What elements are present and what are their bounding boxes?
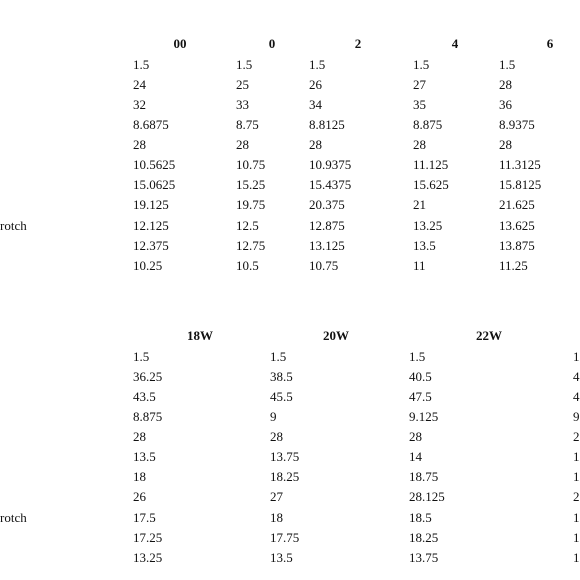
cell: 28 bbox=[413, 137, 426, 152]
cell: 15.625 bbox=[413, 177, 449, 192]
size-header-00: 00 bbox=[173, 36, 187, 51]
cell: 10.5625 bbox=[133, 157, 176, 172]
cell: 34 bbox=[309, 97, 322, 112]
cell: 10.75 bbox=[236, 157, 266, 172]
cell: 36.25 bbox=[133, 369, 163, 384]
cell: 18 bbox=[133, 469, 146, 484]
cell: 1.5 bbox=[499, 57, 516, 72]
cell: 11 bbox=[413, 258, 426, 273]
cell: 25 bbox=[236, 77, 249, 92]
cell: 8.875 bbox=[413, 117, 443, 132]
cell: 13.25 bbox=[133, 550, 163, 565]
cell: 17.75 bbox=[270, 530, 300, 545]
cell: 18.5 bbox=[409, 510, 432, 525]
cell: 18 bbox=[270, 510, 283, 525]
cell: 28 bbox=[133, 137, 146, 152]
cell: 9.125 bbox=[409, 409, 439, 424]
cell: 35 bbox=[413, 97, 426, 112]
cell: 9 bbox=[270, 409, 277, 424]
cell: 15.0625 bbox=[133, 177, 176, 192]
cell: 1 bbox=[573, 469, 580, 484]
cell: 8.6875 bbox=[133, 117, 169, 132]
cell: 1 bbox=[573, 349, 580, 364]
cell: 28.125 bbox=[409, 489, 445, 504]
cell: 27 bbox=[413, 77, 426, 92]
cell: 13.5 bbox=[270, 550, 293, 565]
cell: 17.25 bbox=[133, 530, 163, 545]
cell: 1 bbox=[573, 449, 580, 464]
size-header-4: 4 bbox=[451, 36, 459, 51]
cell: 2 bbox=[573, 429, 580, 444]
cell: 18.75 bbox=[409, 469, 439, 484]
cell: 21.625 bbox=[499, 197, 535, 212]
cell: 26 bbox=[133, 489, 146, 504]
cell: 28 bbox=[499, 77, 512, 92]
cell: 47.5 bbox=[409, 389, 432, 404]
cell: 45.5 bbox=[270, 389, 293, 404]
cell: 8.8125 bbox=[309, 117, 345, 132]
cell: 14 bbox=[409, 449, 422, 464]
cell: 1.5 bbox=[413, 57, 430, 72]
size-header-18w: 18W bbox=[187, 328, 213, 343]
cell: 28 bbox=[133, 429, 146, 444]
cell: 13.5 bbox=[133, 449, 156, 464]
cell: 2 bbox=[573, 489, 580, 504]
cell: 21 bbox=[413, 197, 426, 212]
cell: 4 bbox=[573, 369, 580, 384]
size-header-0: 0 bbox=[268, 36, 276, 51]
cell: 36 bbox=[499, 97, 512, 112]
cell: 11.125 bbox=[413, 157, 449, 172]
cell: 13.125 bbox=[309, 238, 345, 253]
cell: 20.375 bbox=[309, 197, 345, 212]
cell: 28 bbox=[270, 429, 283, 444]
cell: 1.5 bbox=[133, 57, 150, 72]
cell: 12.875 bbox=[309, 218, 345, 233]
cell: 13.875 bbox=[499, 238, 535, 253]
cell: 19.75 bbox=[236, 197, 266, 212]
cell: 12.125 bbox=[133, 218, 169, 233]
cell: 15.4375 bbox=[309, 177, 352, 192]
row-label-crotch: rotch bbox=[0, 510, 27, 525]
cell: 18.25 bbox=[409, 530, 439, 545]
cell: 43.5 bbox=[133, 389, 156, 404]
cell: 24 bbox=[133, 77, 146, 92]
size-header-2: 2 bbox=[354, 36, 362, 51]
cell: 4 bbox=[573, 389, 580, 404]
cell: 12.375 bbox=[133, 238, 169, 253]
cell: 1.5 bbox=[409, 349, 426, 364]
cell: 1 bbox=[573, 550, 580, 565]
cell: 10.5 bbox=[236, 258, 259, 273]
cell: 8.75 bbox=[236, 117, 259, 132]
cell: 32 bbox=[133, 97, 146, 112]
cell: 13.25 bbox=[413, 218, 443, 233]
cell: 12.5 bbox=[236, 218, 259, 233]
cell: 12.75 bbox=[236, 238, 266, 253]
cell: 11.25 bbox=[499, 258, 528, 273]
size-header-22w: 22W bbox=[476, 328, 502, 343]
cell: 9 bbox=[573, 409, 580, 424]
cell: 15.25 bbox=[236, 177, 266, 192]
cell: 15.8125 bbox=[499, 177, 542, 192]
row-label-crotch: rotch bbox=[0, 218, 27, 233]
cell: 18.25 bbox=[270, 469, 300, 484]
cell: 40.5 bbox=[409, 369, 432, 384]
cell: 10.25 bbox=[133, 258, 163, 273]
cell: 10.9375 bbox=[309, 157, 352, 172]
cell: 27 bbox=[270, 489, 283, 504]
cell: 1.5 bbox=[236, 57, 253, 72]
cell: 33 bbox=[236, 97, 249, 112]
cell: 1.5 bbox=[133, 349, 150, 364]
cell: 8.9375 bbox=[499, 117, 535, 132]
cell: 38.5 bbox=[270, 369, 293, 384]
cell: 28 bbox=[236, 137, 249, 152]
cell: 13.75 bbox=[270, 449, 300, 464]
cell: 13.625 bbox=[499, 218, 535, 233]
cell: 1 bbox=[573, 530, 580, 545]
cell: 28 bbox=[309, 137, 322, 152]
cell: 28 bbox=[409, 429, 422, 444]
size-header-20w: 20W bbox=[323, 328, 349, 343]
cell: 11.3125 bbox=[499, 157, 541, 172]
cell: 1.5 bbox=[270, 349, 287, 364]
cell: 26 bbox=[309, 77, 322, 92]
cell: 1.5 bbox=[309, 57, 326, 72]
cell: 28 bbox=[499, 137, 512, 152]
cell: 13.5 bbox=[413, 238, 436, 253]
cell: 13.75 bbox=[409, 550, 439, 565]
cell: 8.875 bbox=[133, 409, 163, 424]
cell: 19.125 bbox=[133, 197, 169, 212]
size-header-6: 6 bbox=[546, 36, 554, 51]
cell: 1 bbox=[573, 510, 580, 525]
cell: 17.5 bbox=[133, 510, 156, 525]
cell: 10.75 bbox=[309, 258, 339, 273]
